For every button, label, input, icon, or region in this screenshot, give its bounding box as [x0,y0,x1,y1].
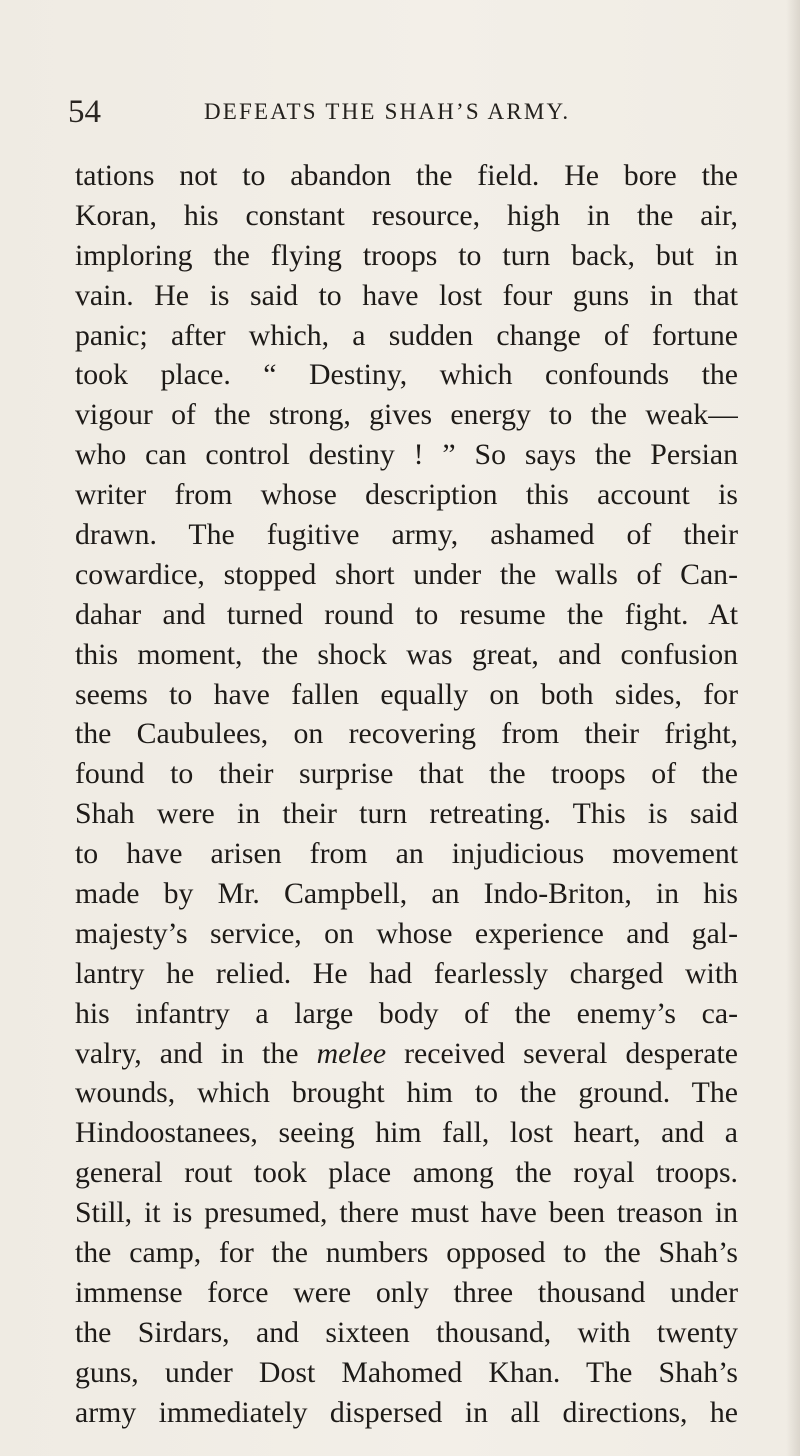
text-line: who can control destiny ! ” So says the Persian [75,438,738,472]
text-line: the Sirdars, and sixteen thousand, with twenty [75,1315,738,1349]
text-line: vigour of the strong, gives energy to the weak— [75,398,738,432]
page-edge-shadow [786,0,800,1456]
text-line: guns, under Dost Mahomed Khan. The Shah’s [75,1355,738,1389]
line-text-before: valry, and in the [75,1036,317,1070]
text-line: panic; after which, a sudden change of fortune [75,318,738,352]
text-line: immense force were only three thousand under [75,1275,738,1309]
text-line-with-italic [75,1034,738,1074]
text-line: Shah were in their turn retreating. This is said [75,797,738,831]
text-line: to have arisen from an injudicious movement [75,837,738,871]
running-head [68,92,720,132]
text-line: army immediately dispersed in all directions, he [75,1395,738,1429]
text-line: imploring the flying troops to turn back, but in [75,238,738,272]
text-line: the Caubulees, on recovering from their fright, [75,717,738,751]
text-line: the camp, for the numbers opposed to the Shah’s [75,1236,738,1270]
italic-word: melee [316,1036,387,1070]
text-line: writer from whose description this account is [75,478,738,512]
text-line: vain. He is said to have lost four guns in that [75,278,738,312]
body-text [75,156,738,1433]
text-line: took place. “ Destiny, which confounds the [75,358,738,392]
text-line: seems to have fallen equally on both sides, for [75,677,738,711]
page-number: 54 [68,94,101,130]
text-line: majesty’s service, on whose experience and gal- [75,916,738,950]
text-line: Koran, his constant resource, high in the air, [75,198,738,232]
text-line: Hindoostanees, seeing him fall, lost heart, and a [75,1116,738,1150]
line-text-after: received several desperate [386,1036,738,1070]
text-line: tations not to abandon the field. He bore the [75,159,738,192]
text-line: found to their surprise that the troops of the [75,757,738,791]
text-line: this moment, the shock was great, and confusion [75,637,738,671]
text-line: dahar and turned round to resume the fight. At [75,597,738,631]
text-line: cowardice, stopped short under the walls of Can- [75,557,738,591]
text-line: drawn. The fugitive army, ashamed of their [75,518,738,552]
text-line: general rout took place among the royal troops. [75,1156,738,1190]
running-title: DEFEATS THE SHAH’S ARMY. [204,99,571,124]
text-line: wounds, which brought him to the ground. The [75,1076,738,1110]
text-line: lantry he relied. He had fearlessly charged with [75,956,738,990]
text-line: his infantry a large body of the enemy’s ca- [75,996,738,1030]
text-line: made by Mr. Campbell, an Indo-Briton, in his [75,877,738,911]
text-line: Still, it is presumed, there must have been treason in [75,1196,738,1230]
